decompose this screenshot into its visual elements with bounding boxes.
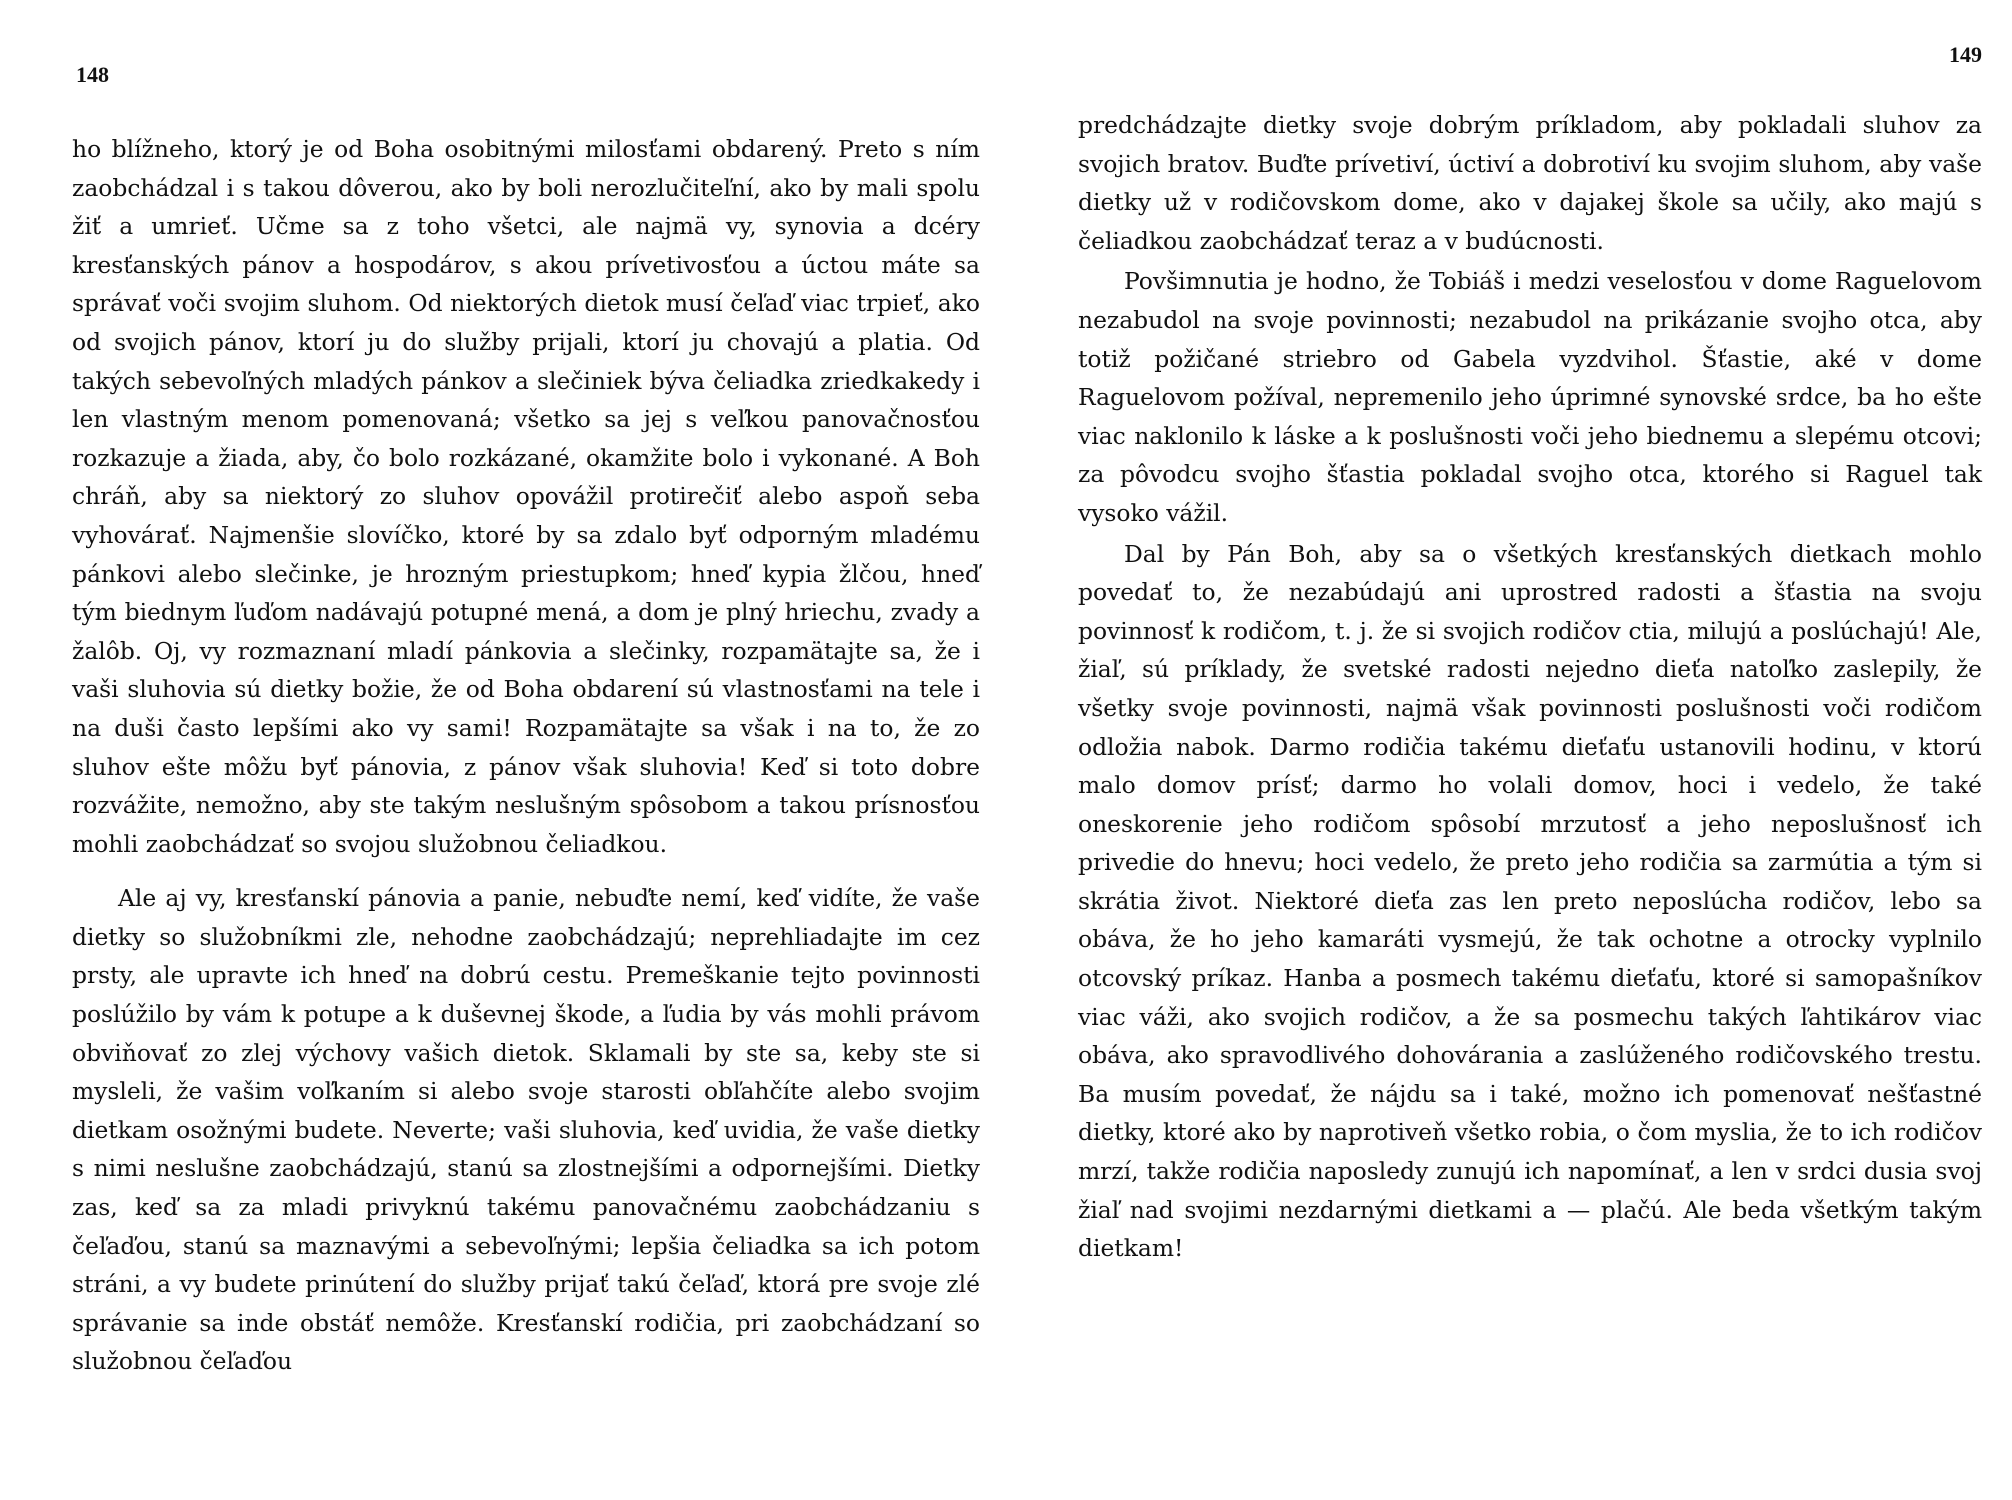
page-number-left: 148 bbox=[76, 62, 109, 87]
paragraph: Dal by Pán Boh, aby sa o všetkých kresťanských dietkach mohlo povedať to, že nezabúdajú ani uprostred radosti a šťastia na svoju povinnosť k rodičom, t. j. že si svojich rodičov ctia, milujú a poslúchajú! Ale, žiaľ, sú príklady, že svetské radosti nejedno dieťa natoľko zaslepily, že všetky svoje povinnosti, najmä však povinnosti poslušnosti voči rodičom odložia nabok. Darmo rodičia takému dieťaťu ustanovili hodinu, v ktorú malo domov prísť; darmo ho volali domov, hoci i vedelo, že také oneskorenie jeho rodičom spôsobí mrzutosť a jeho neposlušnosť ich privedie do hnevu; hoci vedelo, že preto jeho rodičia sa zarmútia a tým si skrátia život. Niektoré dieťa zas len preto neposlúcha rodičov, lebo sa obáva, že ho jeho kamaráti vysmejú, že tak ochotne a otrocky vyplnilo otcovský príkaz. Hanba a posmech takému dieťaťu, ktoré si samopašníkov viac váži, ako svojich rodičov, a že sa posmechu takých ľahtikárov viac obáva, ako spravodlivého dohovárania a zaslúženého rodičovského trestu. Ba musím povedať, že nájdu sa i také, možno ich pomenovať nešťastné dietky, ktoré ako by naprotiveň všetko robia, o čom myslia, že to ich rodičov mrzí, takže rodičia naposledy zunujú ich napomínať, a len v srdci dusia svoj žiaľ nad svojimi nezdarnými dietkami a — plačú. Ale beda všetkým takým dietkam! bbox=[1078, 539, 1982, 1263]
page-number-right: 149 bbox=[1949, 42, 1982, 67]
paragraph: predchádzajte dietky svoje dobrým príkladom, aby pokladali sluhov za svojich bratov. Buďte prívetiví, úctiví a dobrotiví ku svojim sluhom, aby vaše dietky už v rodičovskom dome, ako v dajakej škole sa učily, ako majú s čeliadkou zaobchádzať teraz a v budúcnosti. bbox=[1078, 111, 1982, 255]
paragraph: ho blížneho, ktorý je od Boha osobitnými milosťami obdarený. Preto s ním zaobchádzal i s takou dôverou, ako by boli nerozlučiteľní, ako by mali spolu žiť a umrieť. Učme sa z toho všetci, ale najmä vy, synovia a dcéry kresťanských pánov a hospodárov, s akou prívetivosťou a úctou máte sa správať voči svojim sluhom. Od niektorých dietok musí čeľaď viac trpieť, ako od svojich pánov, ktorí ju do služby prijali, ktorí ju chovajú a platia. Od takých sebevoľných mladých pánkov a slečiniek býva čeliadka zriedkakedy i len vlastným menom pomenovaná; všetko sa jej s veľkou panovačnosťou rozkazuje a žiada, aby, čo bolo rozkázané, okamžite bolo i vykonané. A Boh chráň, aby sa niektorý zo sluhov opovážil protirečiť alebo aspoň seba vyhovárať. Najmenšie slovíčko, ktoré by sa zdalo byť odporným mladému pánkovi alebo slečinke, je hrozným priestupkom; hneď kypia žlčou, hneď tým biednym ľuďom nadávajú potupné mená, a dom je plný hriechu, zvady a žalôb. Oj, vy rozmaznaní mladí pánkovia a slečinky, rozpamätajte sa, že i vaši sluhovia sú dietky božie, že od Boha obdarení sú vlastnosťami na tele i na duši často lepšími ako vy sami! Rozpamätajte sa však i na to, že zo sluhov ešte môžu byť pánovia, z pánov však sluhovia! Keď si toto dobre rozvážite, nemožno, aby ste takým neslušným spôsobom a takou prísnosťou mohli zaobchádzať so svojou služobnou čeliadkou. bbox=[72, 135, 980, 858]
right-page-text bbox=[1078, 106, 1982, 1268]
left-page-text bbox=[72, 130, 980, 1381]
left-page bbox=[72, 0, 980, 1500]
right-page bbox=[1078, 0, 1982, 1500]
paragraph: Povšimnutia je hodno, že Tobiáš i medzi veselosťou v dome Raguelovom nezabudol na svoje povinnosti; nezabudol na prikázanie svojho otca, aby totiž požičané striebro od Gabela vyzdvihol. Šťastie, aké v dome Raguelovom požíval, nepremenilo jeho úprimné synovské srdce, ba ho ešte viac naklonilo k láske a k poslušnosti voči jeho biednemu a slepému otcovi; za pôvodcu svojho šťastia pokladal svojho otca, ktorého si Raguel tak vysoko vážil. bbox=[1078, 267, 1982, 527]
paragraph: Ale aj vy, kresťanskí pánovia a panie, nebuďte nemí, keď vidíte, že vaše dietky so služobníkmi zle, nehodne zaobchádzajú; neprehliadajte im cez prsty, ale upravte ich hneď na dobrú cestu. Premeškanie tejto povinnosti poslúžilo by vám k potupe a k duševnej škode, a ľudia by vás mohli právom obviňovať zo zlej výchovy vašich dietok. Sklamali by ste sa, keby ste si mysleli, že vašim voľkaním si alebo svoje starosti obľahčíte alebo svojim dietkam osožnými budete. Neverte; vaši sluhovia, keď uvidia, že vaše dietky s nimi neslušne zaobchádzajú, stanú sa zlostnejšími a odpornejšími. Dietky zas, keď sa za mladi privyknú takému panovačnému zaobchádzaniu s čeľaďou, stanú sa maznavými a sebevoľnými; lepšia čeliadka sa ich potom stráni, a vy budete prinútení do služby prijať takú čeľaď, ktorá pre svoje zlé správanie sa inde obstáť nemôže. Kresťanskí rodičia, pri zaobchádzaní so služobnou čeľaďou bbox=[72, 884, 980, 1376]
